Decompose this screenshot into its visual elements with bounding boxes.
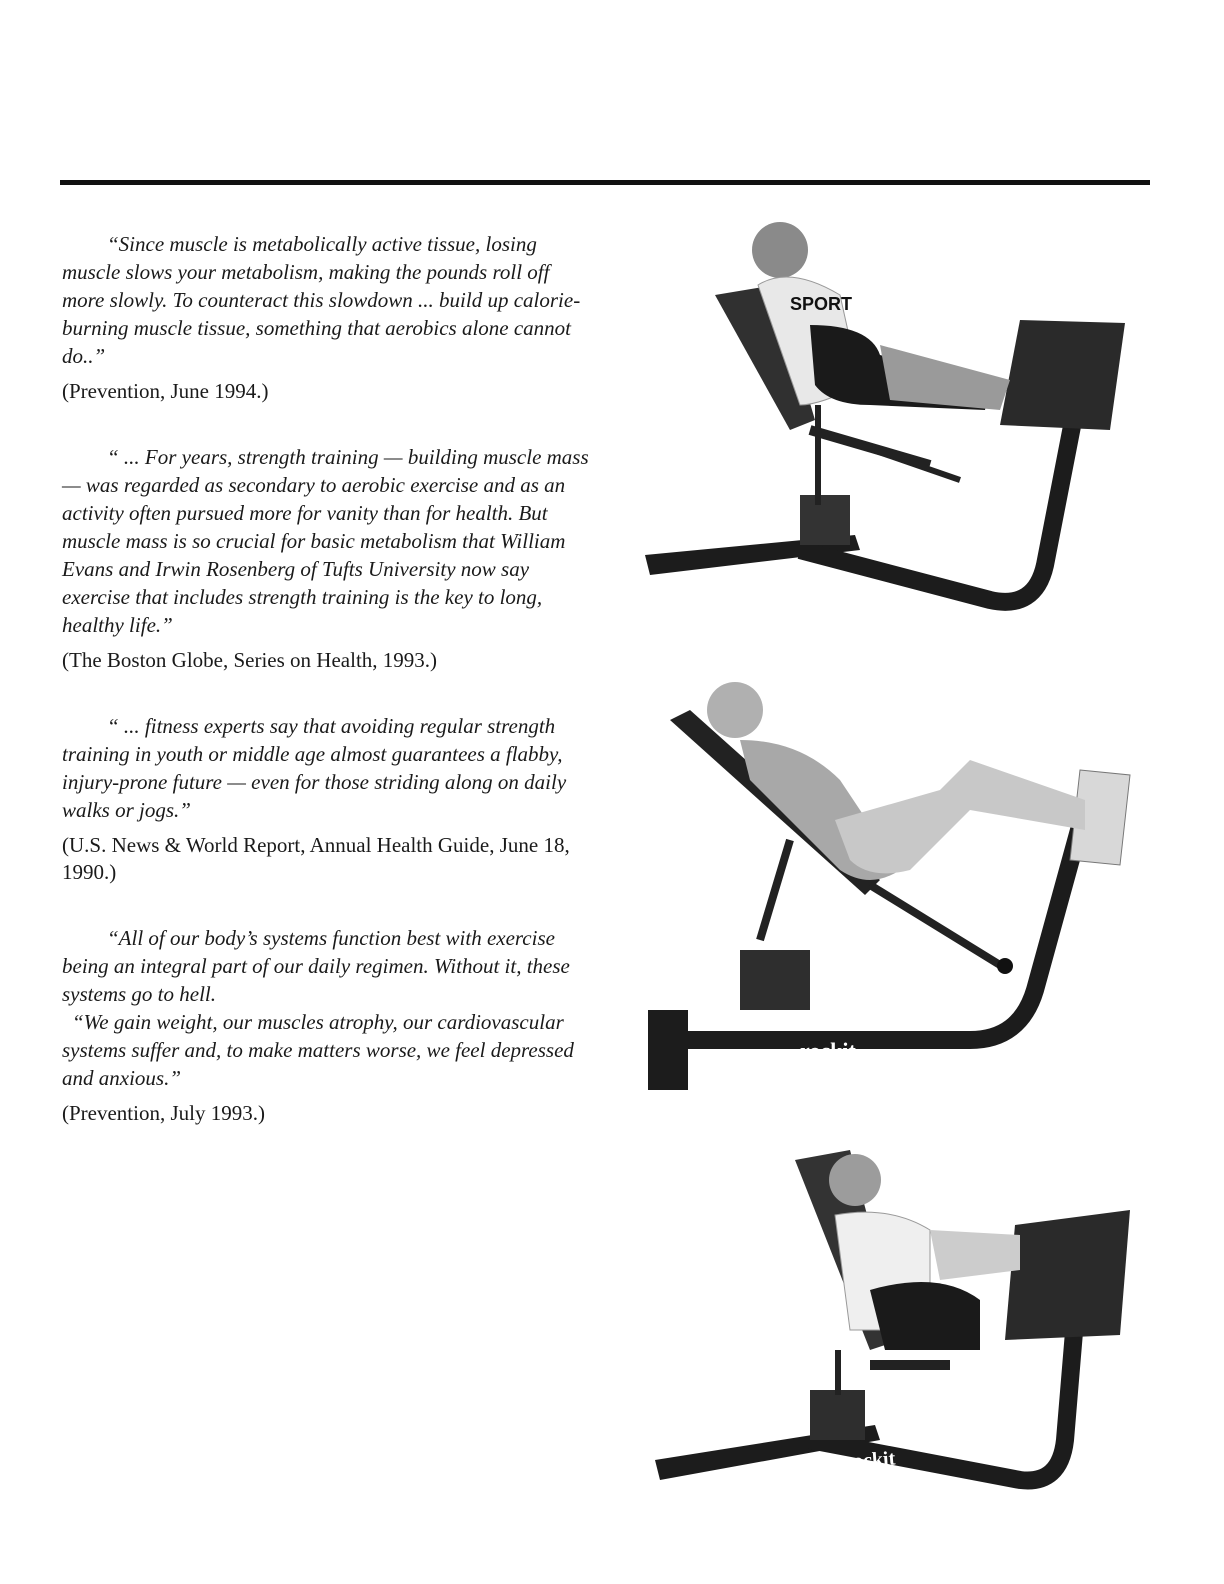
top-divider-rule: [60, 180, 1150, 185]
quote-text: “ ... fitness experts say that avoiding regular strength training in youth or middle age almost guarantees a flabby, injury-prone future — even for those striding along on daily walks or jogs.”: [62, 714, 567, 822]
quote-text: “All of our body’s systems function best with exercise being an integral part of our daily regimen. Without it, these systems go to hell.: [62, 926, 570, 1006]
shirt-lettering: SPORT: [790, 294, 853, 314]
quote-block-2: [62, 443, 592, 674]
rockit-machine-man-photo: [640, 205, 1140, 635]
quotes-column: [62, 230, 592, 1165]
quote-block-1: [62, 230, 592, 405]
quote-text-continued: “We gain weight, our muscles atrophy, our cardiovascular systems suffer and, to make matters worse, we feel depressed and anxious.”: [62, 1010, 574, 1090]
quote-source: (Prevention, June 1994.): [62, 379, 269, 403]
rockit-machine-woman-photo: [640, 670, 1140, 1100]
quote-source: (U.S. News & World Report, Annual Health Guide, June 18, 1990.): [62, 833, 570, 884]
quote-source: (The Boston Globe, Series on Health, 1993.): [62, 648, 438, 672]
rockit-brand-label: rockit: [834, 573, 888, 603]
quote-block-3: [62, 712, 592, 886]
quote-text: “Since muscle is metabolically active tissue, losing muscle slows your metabolism, making the pounds roll off more slowly. To counteract this slowdown ... build up calorie-burning muscle tissue, something that aerobics alone cannot do..”: [62, 232, 581, 368]
rockit-brand-label: rockit: [800, 1038, 856, 1063]
quote-block-4: [62, 924, 592, 1127]
quote-source: (Prevention, July 1993.): [62, 1101, 265, 1125]
rockit-machine-older-man-photo: [640, 1140, 1140, 1540]
rockit-brand-label: rockit: [843, 1447, 896, 1473]
quote-text: “ ... For years, strength training — building muscle mass — was regarded as secondary to aerobic exercise and as an activity often pursued more for vanity than for health. But muscle mass is so crucial for basic metabolism that William Evans and Irwin Rosenberg of Tufts University now say exercise that includes strength training is the key to long, healthy life.”: [62, 445, 589, 637]
